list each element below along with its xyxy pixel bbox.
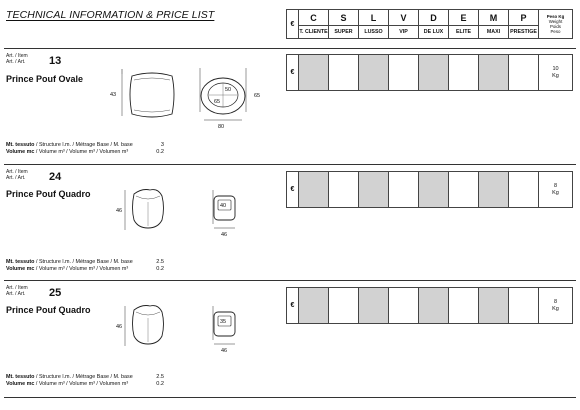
fabric-label (6, 142, 133, 149)
art-art-label: Art. / Art. (6, 290, 26, 297)
price-cell-c (299, 288, 329, 324)
volume-label (6, 381, 128, 388)
fabric-label-rest: / Structure l.m. / Métrage Base / M. base (34, 142, 133, 148)
product-name: Prince Pouf Ovale (6, 74, 84, 84)
fabric-label-rest: / Structure l.m. / Métrage Base / M. base (34, 259, 133, 265)
volume-value: 0.2 (156, 149, 164, 155)
price-cell-p (509, 288, 539, 324)
currency-symbol: € (287, 10, 299, 39)
dim-side-height: 43 (110, 92, 117, 98)
weight-unit: Kg (552, 72, 559, 79)
col-code-p: P (509, 10, 539, 26)
volume-value: 0.2 (156, 266, 164, 272)
col-name-e: ELITE (449, 26, 479, 39)
weight-cell (539, 288, 573, 324)
price-cell-v (389, 172, 419, 208)
col-code-l: L (359, 10, 389, 26)
dim-side-height: 46 (116, 324, 123, 330)
price-row (286, 54, 573, 91)
product-drawing-ovale (104, 66, 274, 130)
col-name-s: SUPER (329, 26, 359, 39)
dim-inner-a: 50 (225, 87, 232, 93)
art-label (6, 170, 28, 181)
fabric-label-rest: / Structure l.m. / Métrage Base / M. base (34, 374, 133, 380)
dim-inner-b: 65 (214, 99, 221, 105)
volume-label-rest: / Volume m³ / Volume m³ / Volumen m³ (34, 266, 129, 272)
price-cell-l (359, 55, 389, 91)
dim-side-height: 46 (116, 208, 123, 214)
price-cell-v (389, 288, 419, 324)
currency-symbol: € (287, 55, 299, 91)
price-cell-d (419, 288, 449, 324)
volume-label-rest: / Volume m³ / Volume m³ / Volumen m³ (34, 381, 129, 387)
weight-label-2: Weight (548, 18, 563, 24)
section-divider (4, 280, 576, 281)
price-cell-l (359, 172, 389, 208)
art-art-label: Art. / Art. (6, 174, 26, 181)
weight-value: 10 (552, 65, 559, 72)
col-name-l: LUSSO (359, 26, 389, 39)
price-cell-l (359, 288, 389, 324)
price-cell-p (509, 55, 539, 91)
art-number: 24 (49, 171, 62, 183)
volume-label-bold: Volume mc (6, 381, 35, 387)
weight-unit: Kg (552, 189, 559, 196)
price-cell-s (329, 172, 359, 208)
price-cell-s (329, 288, 359, 324)
col-name-m: MAXI (479, 26, 509, 39)
art-number: 25 (49, 287, 62, 299)
dim-top-depth: 65 (254, 93, 261, 99)
volume-label-bold: Volume mc (6, 266, 35, 272)
fabric-label (6, 259, 133, 266)
section-divider (4, 48, 576, 49)
price-row (286, 287, 573, 324)
col-name-v: VIP (389, 26, 419, 39)
col-name-c: T. CLIENTE (299, 26, 329, 39)
col-name-p: PRESTIGE (509, 26, 539, 39)
weight-value: 8 (553, 182, 558, 189)
document-title: TECHNICAL INFORMATION & PRICE LIST (6, 9, 215, 21)
weight-unit: Kg (552, 305, 559, 312)
product-name: Prince Pouf Quadro (6, 189, 91, 199)
weight-value: 8 (553, 298, 558, 305)
weight-header (539, 10, 573, 39)
volume-label (6, 266, 128, 273)
dim-top-width: 80 (218, 124, 225, 130)
price-cell-e (449, 288, 479, 324)
dim-top-width: 46 (221, 232, 228, 238)
volume-value: 0.2 (156, 381, 164, 387)
product-drawing-quadro (112, 182, 252, 240)
fabric-label-bold: Mt. tessuto (6, 259, 35, 265)
weight-label-4: Peso (550, 29, 561, 35)
price-cell-p (509, 172, 539, 208)
col-code-c: C (299, 10, 329, 26)
price-cell-d (419, 55, 449, 91)
weight-label-3: Poids (550, 24, 561, 29)
price-cell-e (449, 172, 479, 208)
fabric-value: 3 (160, 142, 164, 148)
fabric-label-bold: Mt. tessuto (6, 142, 35, 148)
volume-label (6, 149, 128, 156)
art-art-label: Art. / Art. (6, 58, 26, 65)
currency-symbol: € (287, 288, 299, 324)
art-item-label: Art. / Item (6, 53, 28, 59)
col-code-d: D (419, 10, 449, 26)
art-item-label: Art. / Item (6, 285, 28, 291)
col-code-e: E (449, 10, 479, 26)
art-item-label: Art. / Item (6, 169, 28, 175)
volume-label-rest: / Volume m³ / Volume m³ / Volumen m³ (34, 149, 129, 155)
price-cell-m (479, 172, 509, 208)
dim-top-inner: 35 (220, 319, 227, 325)
fabric-value: 2.5 (156, 259, 164, 265)
product-name: Prince Pouf Quadro (6, 305, 91, 315)
col-code-s: S (329, 10, 359, 26)
weight-cell (539, 172, 573, 208)
price-cell-m (479, 55, 509, 91)
price-cell-s (329, 55, 359, 91)
weight-cell (539, 55, 573, 91)
art-label (6, 54, 28, 65)
fabric-label-bold: Mt. tessuto (6, 374, 35, 380)
art-number: 13 (49, 55, 62, 67)
col-code-v: V (389, 10, 419, 26)
price-cell-c (299, 172, 329, 208)
product-drawing-quadro (112, 298, 252, 356)
col-name-d: DE LUX (419, 26, 449, 39)
volume-label-bold: Volume mc (6, 149, 35, 155)
price-cell-v (389, 55, 419, 91)
art-label (6, 286, 28, 297)
price-cell-c (299, 55, 329, 91)
price-row (286, 171, 573, 208)
section-divider (4, 397, 576, 398)
col-code-m: M (479, 10, 509, 26)
section-divider (4, 164, 576, 165)
dim-top-inner: 40 (220, 203, 227, 209)
price-cell-d (419, 172, 449, 208)
currency-symbol: € (287, 172, 299, 208)
price-cell-m (479, 288, 509, 324)
fabric-label (6, 374, 133, 381)
price-header-table (286, 9, 573, 39)
fabric-value: 2.5 (156, 374, 164, 380)
price-cell-e (449, 55, 479, 91)
dim-top-width: 46 (221, 348, 228, 354)
weight-label-1: Peso Kg (546, 13, 565, 19)
